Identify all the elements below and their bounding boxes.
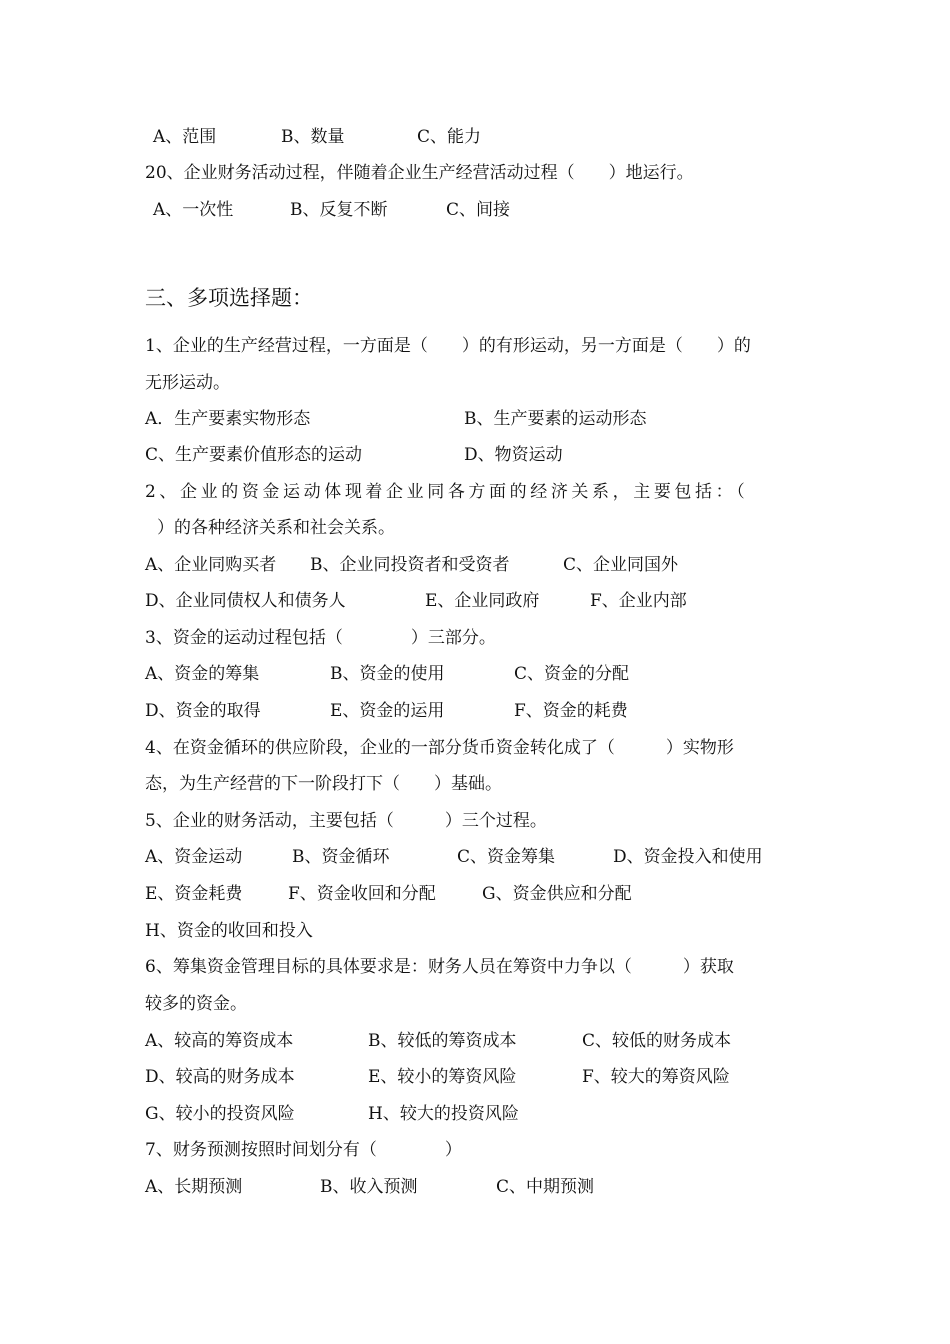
m5-question: 5、企业的财务活动，主要包括（ ）三个过程。 [145, 811, 547, 831]
m6-option-f: F、较大的筹资风险 [582, 1067, 730, 1087]
q20-option-a: A、一次性 [153, 200, 234, 220]
m6-option-g: G、较小的投资风险 [145, 1104, 295, 1124]
m5-option-g: G、资金供应和分配 [482, 884, 632, 904]
m2-question-line1-text: 2、企业的资金运动体现着企业同各方面的经济关系，主要包括：（ [145, 482, 749, 502]
m5-option-c: C、资金筹集 [457, 847, 556, 867]
m5-option-e: E、资金耗费 [145, 884, 243, 904]
m7-option-c: C、中期预测 [496, 1177, 595, 1197]
m5-option-d: D、资金投入和使用 [613, 847, 763, 867]
m3-option-e: E、资金的运用 [330, 701, 445, 721]
m2-option-a: A、企业同购买者 [145, 555, 277, 575]
m6-question-line1: 6、筹集资金管理目标的具体要求是：财务人员在筹资中力争以（ ）获取 [145, 957, 734, 977]
q20-option-c: C、间接 [446, 200, 511, 220]
m5-option-a: A、资金运动 [145, 847, 243, 867]
m1-option-b: B、生产要素的运动形态 [464, 409, 647, 429]
m3-option-b: B、资金的使用 [330, 664, 445, 684]
m4-question-line1: 4、在资金循环的供应阶段，企业的一部分货币资金转化成了（ ）实物形 [145, 738, 734, 758]
m5-option-f: F、资金收回和分配 [288, 884, 436, 904]
m2-option-f: F、企业内部 [590, 591, 687, 611]
m6-option-d: D、较高的财务成本 [145, 1067, 295, 1087]
m1-option-a: A．生产要素实物形态 [145, 409, 311, 429]
q19-option-a: A、范围 [153, 127, 217, 147]
q20-question: 20、企业财务活动过程，伴随着企业生产经营活动过程（ ）地运行。 [145, 163, 694, 183]
m3-option-c: C、资金的分配 [514, 664, 630, 684]
m5-option-h: H、资金的收回和投入 [145, 921, 313, 941]
m2-option-d: D、企业同债权人和债务人 [145, 591, 346, 611]
m2-option-b: B、企业同投资者和受资者 [310, 555, 510, 575]
section-heading: 三、多项选择题： [145, 286, 313, 310]
m6-option-a: A、较高的筹资成本 [145, 1031, 294, 1051]
m2-question-line2: ）的各种经济关系和社会关系。 [157, 518, 395, 538]
q20-option-b: B、反复不断 [290, 200, 388, 220]
m6-option-h: H、较大的投资风险 [368, 1104, 519, 1124]
m3-question: 3、资金的运动过程包括（ ）三部分。 [145, 628, 496, 648]
m6-option-b: B、较低的筹资成本 [368, 1031, 517, 1051]
m1-question-line1: 1、企业的生产经营过程，一方面是（ ）的有形运动，另一方面是（ ）的 [145, 336, 751, 356]
m1-option-c: C、生产要素价值形态的运动 [145, 445, 363, 465]
m2-question-line1 [145, 480, 807, 504]
m2-option-e: E、企业同政府 [425, 591, 540, 611]
m6-question-line2: 较多的资金。 [145, 994, 247, 1014]
m3-option-d: D、资金的取得 [145, 701, 261, 721]
m4-question-line2: 态，为生产经营的下一阶段打下（ ）基础。 [145, 774, 502, 794]
m7-question: 7、财务预测按照时间划分有（ ） [145, 1140, 462, 1160]
m1-question-line2: 无形运动。 [145, 373, 230, 393]
q19-option-c: C、能力 [417, 127, 482, 147]
m7-option-a: A、长期预测 [145, 1177, 243, 1197]
m6-option-c: C、较低的财务成本 [582, 1031, 732, 1051]
m2-option-c: C、企业同国外 [563, 555, 679, 575]
q19-option-b: B、数量 [281, 127, 345, 147]
m7-option-b: B、收入预测 [320, 1177, 418, 1197]
m5-option-b: B、资金循环 [292, 847, 390, 867]
m6-option-e: E、较小的筹资风险 [368, 1067, 517, 1087]
m3-option-f: F、资金的耗费 [514, 701, 628, 721]
m1-option-d: D、物资运动 [464, 445, 563, 465]
m3-option-a: A、资金的筹集 [145, 664, 260, 684]
